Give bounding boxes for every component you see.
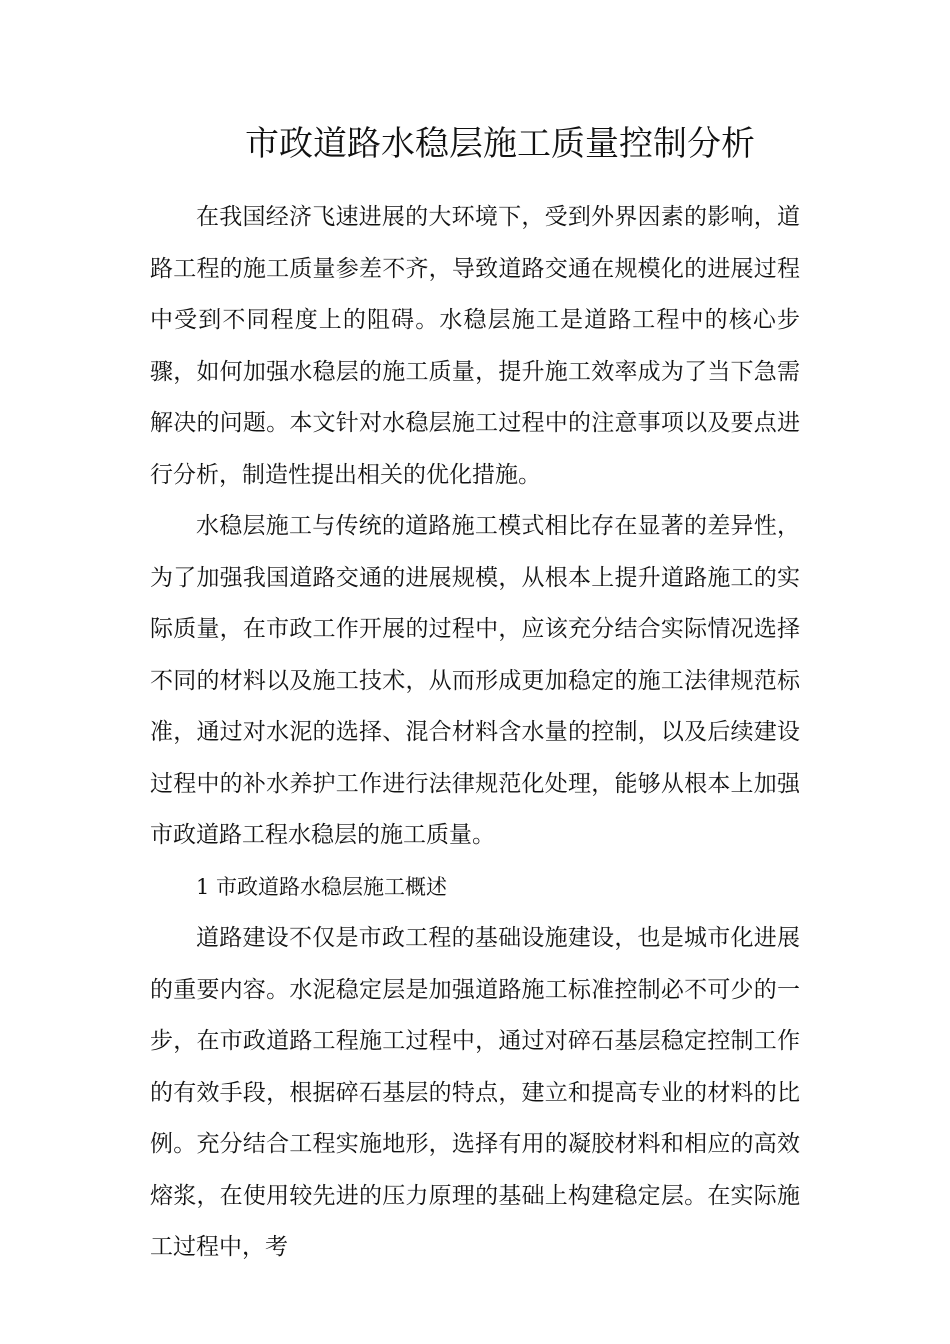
document-body (150, 192, 800, 1274)
document-title: 市政道路水稳层施工质量控制分析 (245, 124, 755, 164)
background-paragraph: 水稳层施工与传统的道路施工模式相比存在显著的差异性，为了加强我国道路交通的进展规模，从根本上提升道路施工的实际质量，在市政工作开展的过程中，应该充分结合实际情况选择不同的材料以及施工技术，从而形成更加稳定的施工法律规范标准，通过对水泥的选择、混合材料含水量的控制，以及后续建设过程中的补水养护工作进行法律规范化处理，能够从根本上加强市政道路工程水稳层的施工质量。 (150, 513, 800, 848)
section-heading: 1 市政道路水稳层施工概述 (196, 874, 448, 899)
intro-paragraph: 在我国经济飞速进展的大环境下，受到外界因素的影响，道路工程的施工质量参差不齐，导致道路交通在规模化的进展过程中受到不同程度上的阻碍。水稳层施工是道路工程中的核心步骤，如何加强水稳层的施工质量，提升施工效率成为了当下急需解决的问题。本文针对水稳层施工过程中的注意事项以及要点进行分析，制造性提出相关的优化措施。 (150, 204, 800, 488)
section-paragraph: 道路建设不仅是市政工程的基础设施建设，也是城市化进展的重要内容。水泥稳定层是加强道路施工标准控制必不可少的一步，在市政道路工程施工过程中，通过对碎石基层稳定控制工作的有效手段，根据碎石基层的特点，建立和提高专业的材料的比例。充分结合工程实施地形，选择有用的凝胶材料和相应的高效熔浆，在使用较先进的压力原理的基础上构建稳定层。在实际施工过程中，考 (150, 925, 800, 1260)
